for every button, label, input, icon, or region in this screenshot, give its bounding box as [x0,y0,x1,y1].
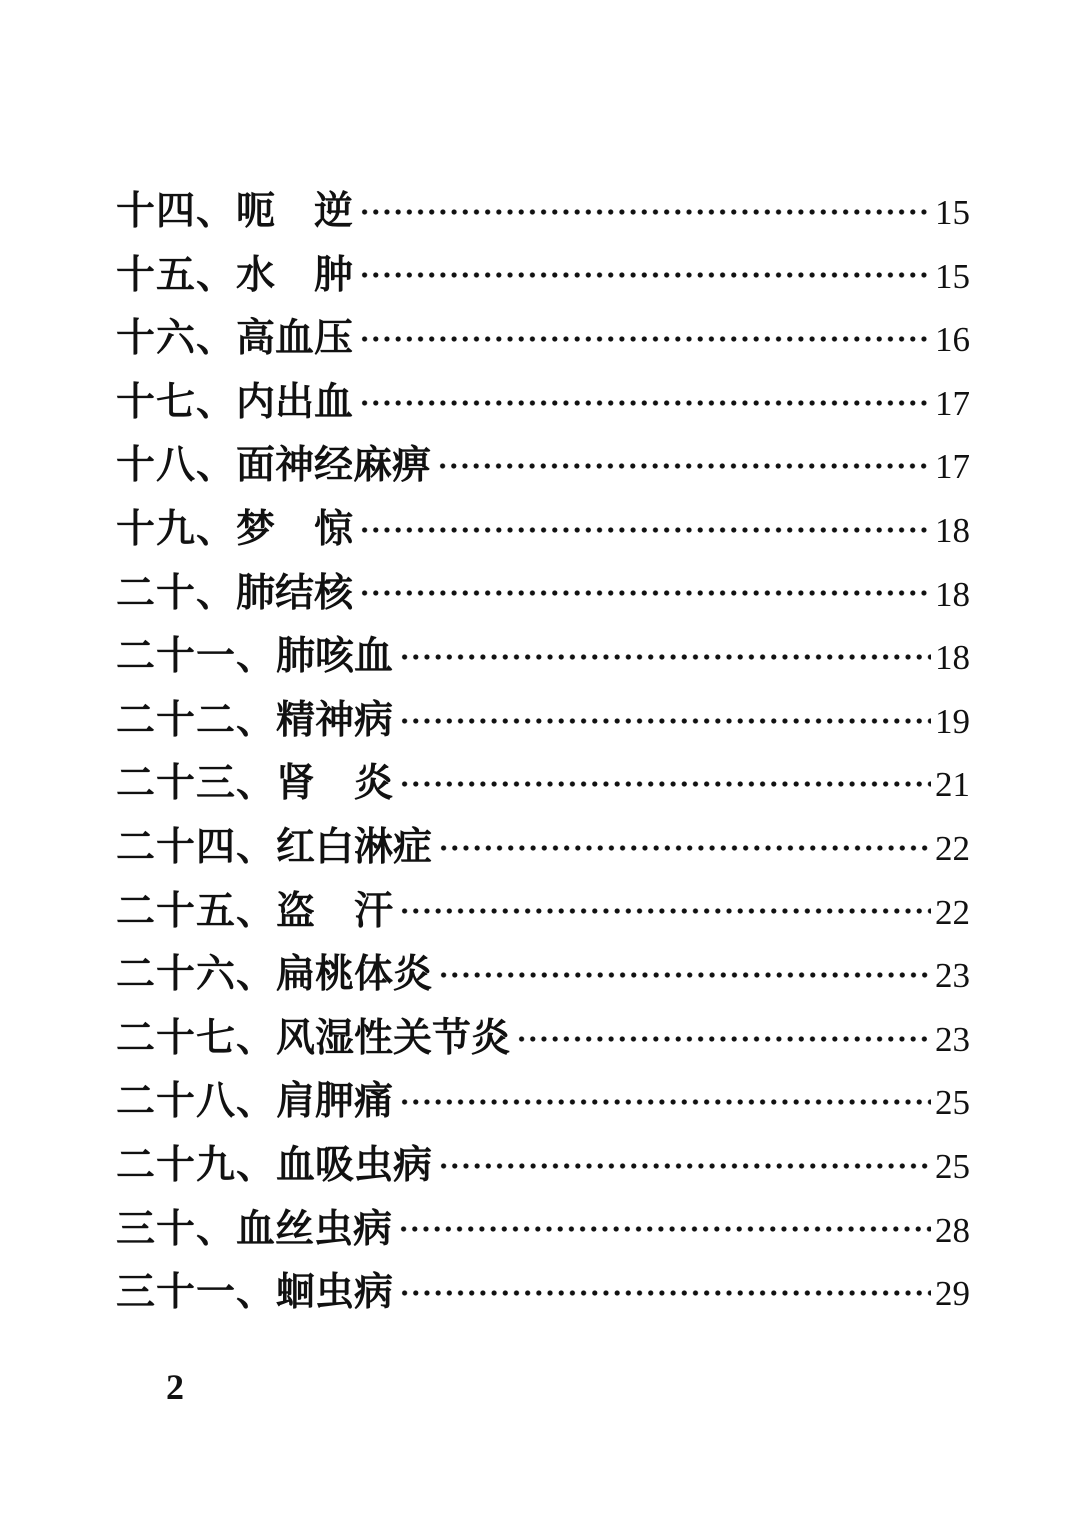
toc-entry [116,180,970,244]
dot-leader [359,336,931,342]
dot-leader [359,400,931,406]
entry-title: 血丝虫病 [236,1205,393,1252]
entry-page-number: 23 [935,1019,970,1059]
toc-entry [116,1261,970,1325]
page-number: 2 [166,1367,184,1407]
dot-leader [399,1099,931,1105]
toc-entry [116,1007,970,1071]
entry-page-number: 29 [935,1274,970,1314]
dot-leader [399,718,931,724]
entry-number: 十八、 [116,442,237,489]
toc-entry [116,1070,970,1134]
entry-page-number: 28 [935,1210,970,1250]
toc-entry [116,1198,970,1262]
entry-title: 扁桃体炎 [276,951,433,998]
entry-page-number: 15 [935,256,970,296]
dot-leader [359,590,931,596]
dot-leader [399,654,931,660]
entry-number: 二十、 [116,569,237,616]
entry-title: 风湿性关节炎 [276,1014,511,1061]
toc-entry [116,880,970,944]
entry-title: 梦 惊 [236,505,354,552]
dot-leader [398,1226,931,1232]
dot-leader [359,527,931,533]
entry-page-number: 15 [935,193,970,232]
toc-entry [116,752,970,816]
entry-title: 精神病 [276,696,394,743]
toc-entry [116,625,970,689]
entry-number: 二十七、 [116,1014,277,1061]
entry-page-number: 17 [935,383,970,423]
entry-title: 内出血 [236,378,354,425]
entry-title: 肩胛痛 [276,1078,394,1125]
dot-leader [438,1163,931,1169]
toc-entry [116,943,970,1007]
table-of-contents [116,180,970,1325]
toc-entry [116,816,970,880]
dot-leader [359,272,931,278]
entry-title: 水 肿 [236,251,354,298]
entry-page-number: 18 [935,510,970,550]
entry-title: 肺结核 [236,569,354,616]
entry-page-number: 18 [935,574,970,614]
entry-number: 二十三、 [116,760,277,807]
toc-entry [116,1134,970,1198]
entry-number: 二十五、 [116,887,277,934]
dot-leader [399,908,931,914]
entry-number: 二十六、 [116,951,277,998]
entry-title: 高血压 [236,315,354,362]
entry-title: 血吸虫病 [276,1141,433,1188]
entry-number: 十六、 [116,315,237,362]
entry-title: 蛔虫病 [276,1269,394,1316]
entry-page-number: 16 [935,320,970,360]
entry-page-number: 18 [935,638,970,678]
dot-leader [516,1036,931,1042]
entry-page-number: 22 [935,892,970,932]
toc-entry [116,498,970,562]
dot-leader [438,972,931,978]
entry-number: 三十、 [116,1205,237,1252]
entry-page-number: 21 [935,765,970,805]
entry-number: 十九、 [116,505,237,552]
toc-entry [116,434,970,498]
dot-leader [399,1290,931,1296]
entry-number: 二十四、 [116,823,277,870]
entry-number: 十四、 [116,188,237,234]
toc-entry [116,244,970,308]
entry-title: 面神经麻痹 [236,442,432,489]
toc-entry [116,562,970,626]
entry-number: 二十一、 [116,633,277,680]
toc-entry [116,371,970,435]
entry-page-number: 23 [935,956,970,996]
entry-number: 十五、 [116,251,237,298]
entry-number: 二十八、 [116,1078,277,1125]
entry-page-number: 25 [935,1146,970,1186]
dot-leader [359,209,931,215]
entry-page-number: 25 [935,1083,970,1123]
entry-page-number: 17 [935,447,970,487]
entry-title: 盗 汗 [276,887,394,934]
entry-title: 呃 逆 [236,188,354,234]
toc-entry [116,689,970,753]
toc-entry [116,307,970,371]
entry-number: 十七、 [116,378,237,425]
entry-title: 红白淋症 [276,823,433,870]
entry-page-number: 19 [935,701,970,741]
dot-leader [399,781,931,787]
dot-leader [437,463,931,469]
entry-number: 三十一、 [116,1269,277,1316]
dot-leader [438,845,931,851]
entry-number: 二十九、 [116,1141,277,1188]
entry-title: 肾 炎 [276,760,394,807]
entry-number: 二十二、 [116,696,277,743]
entry-page-number: 22 [935,828,970,868]
entry-title: 肺咳血 [276,633,394,680]
